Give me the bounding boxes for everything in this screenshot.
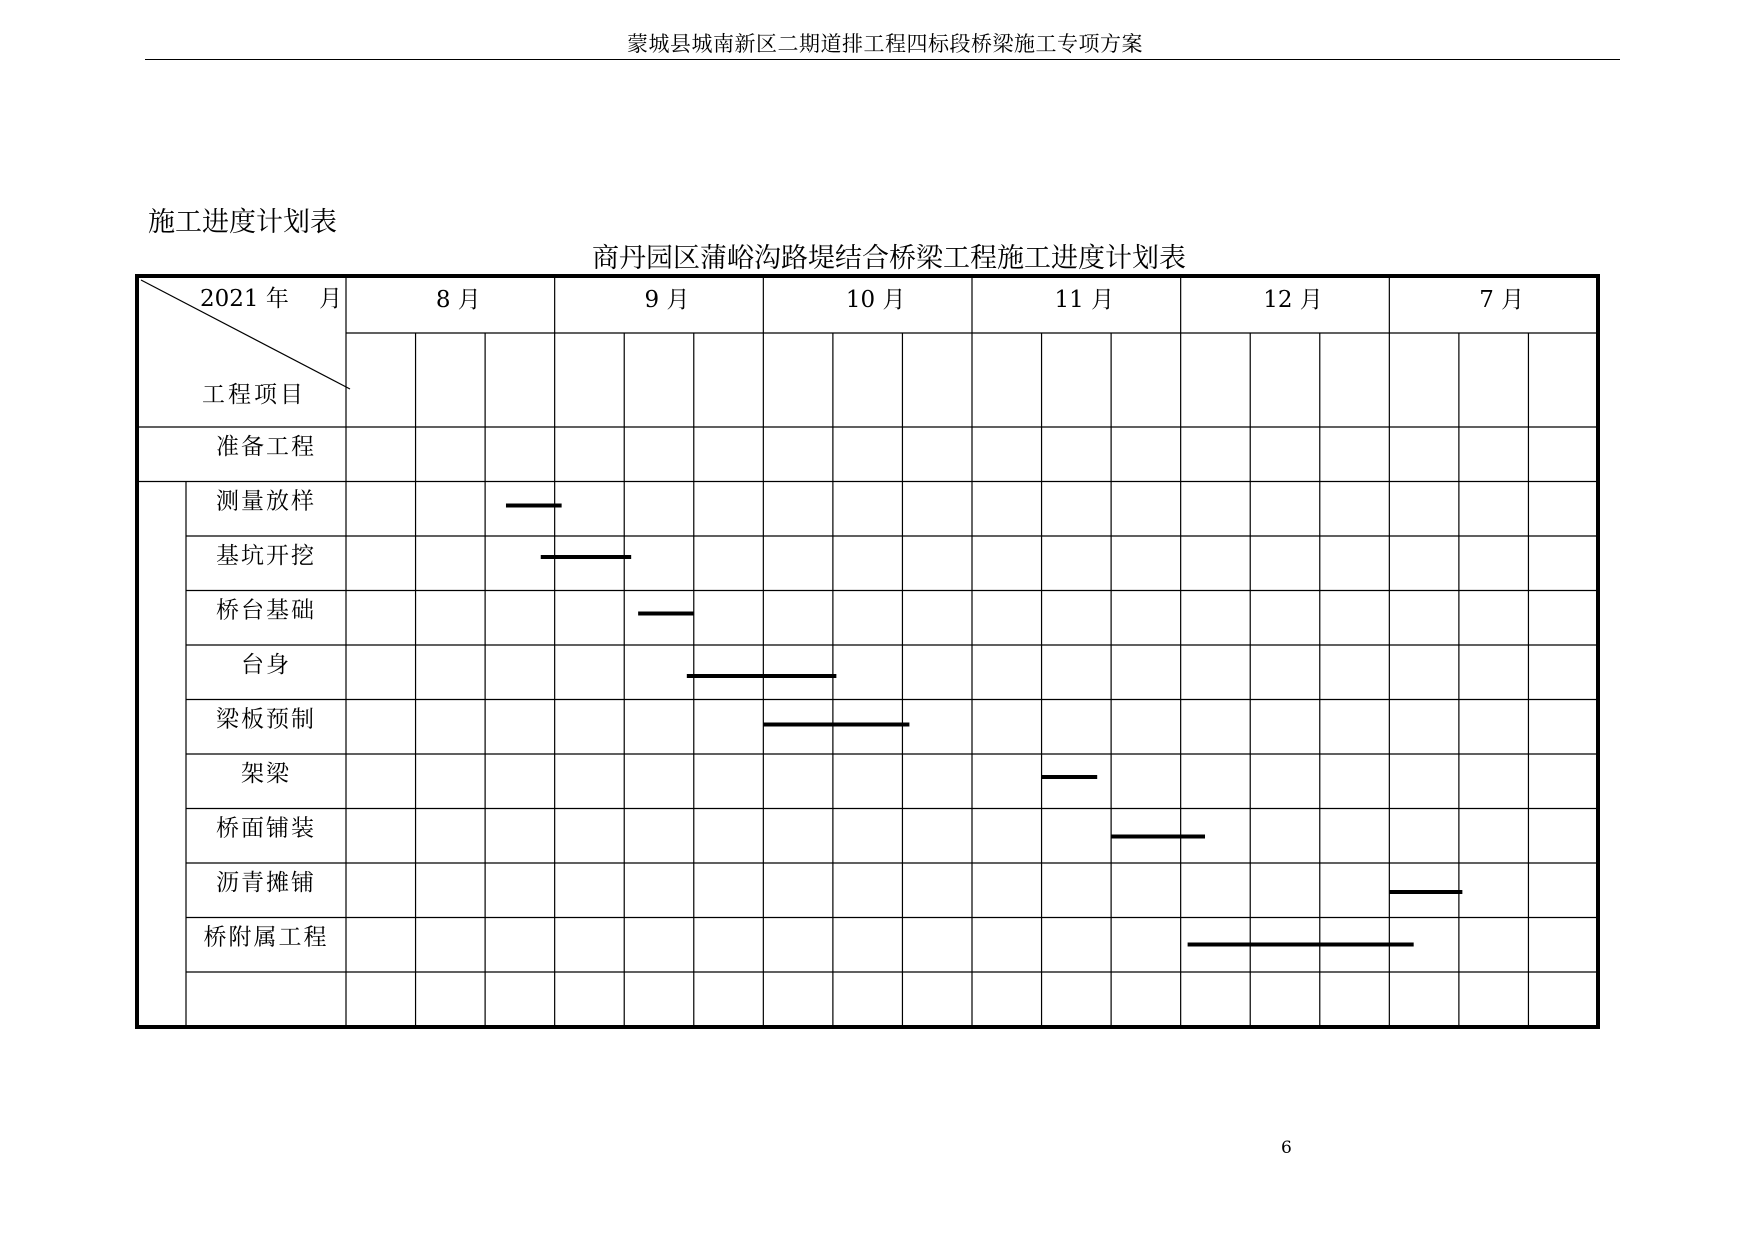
month-label: 9 月 [644,287,690,313]
task-name: 架梁 [241,761,291,787]
task-name: 沥青摊铺 [216,870,316,896]
task-name: 台身 [241,652,291,678]
task-name: 测量放样 [216,488,316,515]
task-name: 桥台基础 [216,597,316,624]
task-name: 桥面铺装 [216,815,316,842]
task-name: 基坑开挖 [216,543,316,569]
table-labels [200,286,1524,951]
task-name: 准备工程 [216,434,316,460]
month-label: 10 月 [845,287,906,313]
document-header-title: 蒙城县城南新区二期道排工程四标段桥梁施工专项方案 [627,32,1143,56]
task-name: 桥附属工程 [203,924,329,951]
month-label: 8 月 [435,287,481,313]
gantt-bars [506,506,1462,945]
table-border [137,276,1598,1027]
month-label: 11 月 [1054,287,1115,313]
corner-year-month-label: 2021 年 月 [200,286,343,312]
month-label: 12 月 [1263,287,1323,313]
corner-project-label: 工程项目 [202,382,306,408]
page-number: 6 [1281,1138,1292,1158]
task-name: 梁板预制 [216,706,316,733]
table-title: 商丹园区蒲峪沟路堤结合桥梁工程施工进度计划表 [592,243,1186,274]
section-title: 施工进度计划表 [148,207,337,238]
month-label: 7 月 [1479,287,1525,313]
table-grid [137,276,1598,1027]
